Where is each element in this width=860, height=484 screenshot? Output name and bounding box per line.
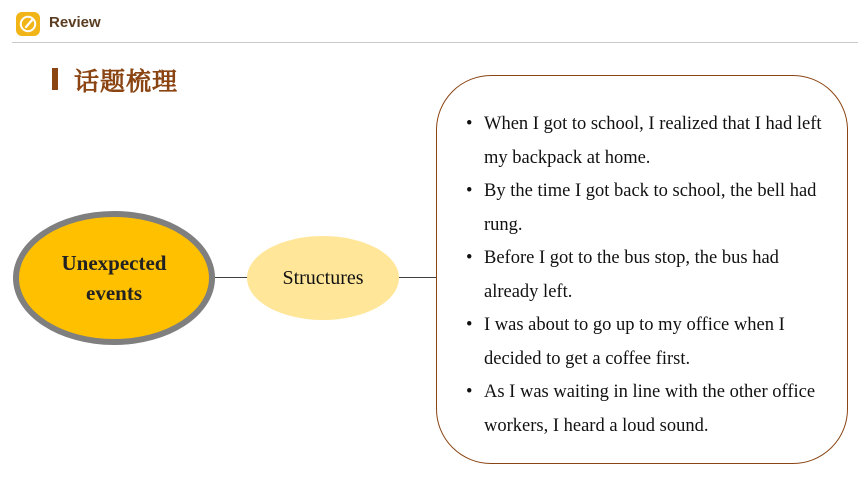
review-label: Review [49, 14, 101, 31]
connector-structures-to-panel [399, 277, 437, 278]
header-divider [12, 42, 858, 43]
structures-node [247, 236, 399, 320]
sentence-item: • When I got to school, I realized that I had left my backpack at home. [470, 108, 830, 175]
connector-main-to-structures [215, 277, 248, 278]
pencil-icon [16, 12, 40, 36]
sentence-item: • Before I got to the bus stop, the bus had already left. [470, 242, 830, 309]
topic-marker [52, 68, 58, 90]
sentences-panel [436, 75, 848, 464]
sentence-item: • As I was waiting in line with the other office workers, I heard a loud sound. [470, 376, 830, 443]
main-node-label: Unexpected events [61, 251, 167, 305]
sentence-item: • I was about to go up to my office when I decided to get a coffee first. [470, 309, 830, 376]
main-node [13, 211, 215, 345]
sentence-list [470, 108, 830, 443]
structures-node-label: Structures [282, 266, 364, 289]
header [0, 0, 860, 44]
sentence-item: • By the time I got back to school, the bell had rung. [470, 175, 830, 242]
topic-title: 话题梳理 [74, 67, 179, 96]
